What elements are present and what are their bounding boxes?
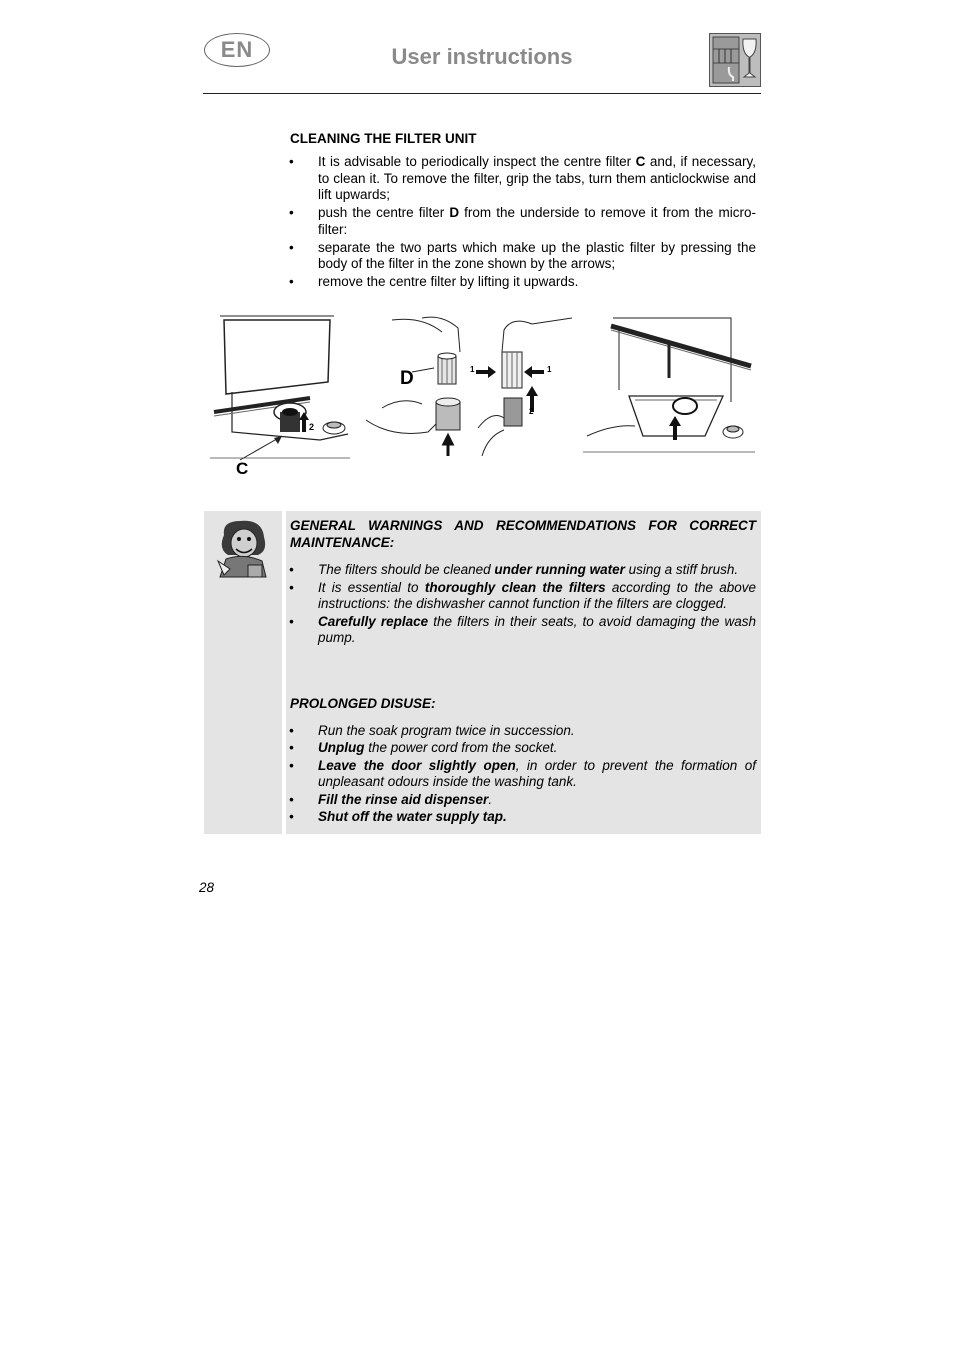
- warnings-title: GENERAL WARNINGS AND RECOMMENDATIONS FOR CORRECT MAINTENANCE:: [290, 518, 756, 550]
- mascot-cartoon-icon: [214, 519, 270, 581]
- list-item: • Run the soak program twice in succession.: [289, 723, 575, 738]
- figure-filter-c: [210, 312, 352, 478]
- figure-arrow-number: 2: [309, 422, 315, 432]
- list-item: • Unplug the power cord from the socket.: [289, 740, 558, 756]
- disuse-list: [289, 723, 756, 827]
- list-item: • It is advisable to periodically inspect the centre filter C and, if necessary, to clean it. To remove the filter, grip the tabs, turn them anticlockwise and lift upwards;: [289, 154, 756, 203]
- section-title-cleaning: CLEANING THE FILTER UNIT: [290, 131, 477, 146]
- figure-spray-arm: [583, 312, 755, 458]
- list-item: • Leave the door slightly open, in order to prevent the formation of unpleasant odours inside the washing tank.: [289, 757, 756, 790]
- page-number: 28: [199, 880, 215, 895]
- dishwasher-glasses-icon: [709, 33, 761, 87]
- spray-arm-illustration: [583, 312, 755, 458]
- list-item: • Fill the rinse aid dispenser.: [289, 791, 493, 807]
- warnings-list: [289, 562, 756, 648]
- filter-c-illustration: [210, 312, 352, 478]
- list-item: • Shut off the water supply tap.: [289, 809, 507, 825]
- list-item: • separate the two parts which make up the plastic filter by pressing the body of the filter in the zone shown by the arrows;: [289, 239, 756, 272]
- cleaning-instructions-list: [289, 154, 756, 292]
- list-item: • remove the centre filter by lifting it upwards.: [289, 274, 579, 290]
- list-item: • Carefully replace the filters in their seats, to avoid damaging the wash pump.: [289, 613, 756, 646]
- disuse-title: PROLONGED DISUSE:: [290, 696, 436, 711]
- filter-d-illustration: [362, 312, 572, 462]
- language-badge: [204, 33, 270, 67]
- page-title: User instructions: [391, 44, 573, 69]
- language-badge-label: EN: [220, 37, 254, 62]
- list-item: • It is essential to thoroughly clean the filters according to the above instructions: the dishwasher cannot function if the filters are clogged.: [289, 579, 756, 612]
- figure-label-c: C: [236, 459, 249, 478]
- figure-number-1-right: 1: [547, 365, 552, 374]
- figure-number-2: 2: [529, 407, 534, 416]
- list-item: • The filters should be cleaned under running water using a stiff brush.: [289, 562, 739, 577]
- header-divider: [203, 93, 761, 94]
- figure-label-d: D: [400, 368, 414, 389]
- figure-number-1-left: 1: [470, 365, 475, 374]
- list-item: • push the centre filter D from the underside to remove it from the micro-filter:: [289, 205, 756, 237]
- figure-filter-d: [362, 312, 572, 462]
